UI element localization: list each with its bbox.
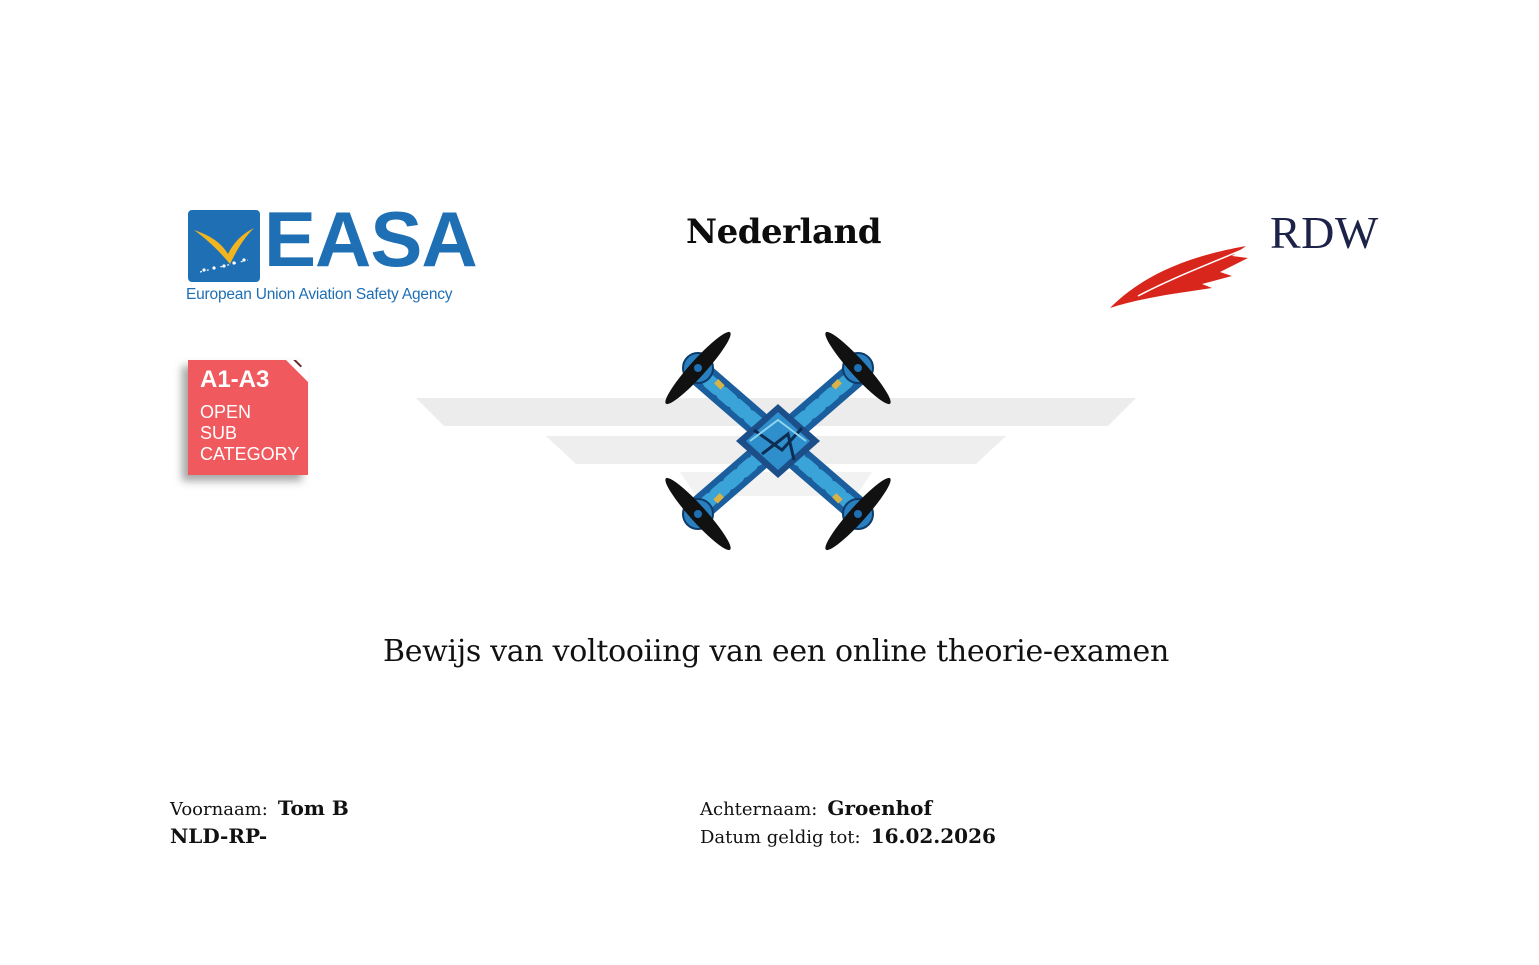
- badge-line-open: OPEN: [200, 402, 252, 422]
- easa-wordmark: EASA: [264, 195, 477, 283]
- category-badge: [188, 360, 308, 475]
- badge-title: A1-A3: [200, 366, 270, 393]
- rdw-wordmark: RDW: [1270, 207, 1379, 258]
- drone-emblem: [410, 320, 1150, 580]
- badge-line-sub: SUB: [200, 423, 238, 443]
- last-name-value: Groenhof: [827, 796, 933, 820]
- badge-line-category: CATEGORY: [200, 444, 300, 464]
- last-name-field: [700, 796, 932, 820]
- first-name-field: [170, 796, 349, 820]
- valid-until-value: 16.02.2026: [870, 824, 996, 848]
- first-name-value: Tom B: [277, 796, 349, 820]
- rdw-feather-icon: [1108, 236, 1253, 312]
- valid-until-field: [700, 824, 996, 848]
- easa-full-name: European Union Aviation Safety Agency: [186, 286, 453, 303]
- easa-bird-icon: [188, 210, 260, 282]
- first-name-label: Voornaam:: [170, 799, 268, 820]
- certificate-subtitle: Bewijs van voltooiing van een online theorie-examen: [382, 634, 1170, 669]
- valid-until-label: Datum geldig tot:: [700, 827, 861, 848]
- rdw-logo: [1108, 207, 1388, 310]
- country-heading: Nederland: [686, 212, 881, 252]
- registration-field: [170, 824, 267, 848]
- easa-logo: [186, 195, 477, 308]
- last-name-label: Achternaam:: [700, 799, 818, 820]
- registration-value: NLD-RP-: [170, 824, 268, 848]
